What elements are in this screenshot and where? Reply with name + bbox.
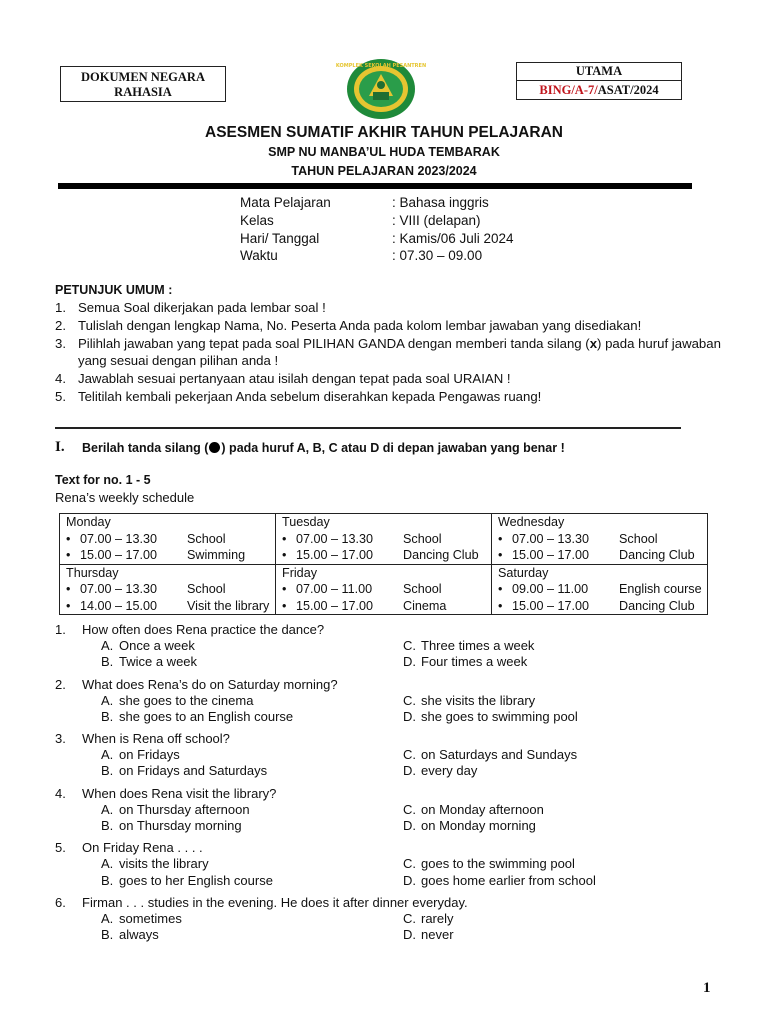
answer-option[interactable]: D. never (403, 927, 454, 943)
schedule-day: Wednesday (498, 515, 565, 529)
info-label-time: Waktu (240, 248, 278, 263)
schedule-time: 15.00 – 17.00 (296, 598, 374, 613)
bullet-icon: • (66, 531, 71, 546)
schedule-day: Thursday (66, 565, 119, 580)
bullet-icon: • (498, 548, 503, 562)
answer-option[interactable]: C. rarely (403, 910, 454, 926)
answer-option[interactable]: D. Four times a week (403, 654, 528, 670)
schedule-activity: School (403, 531, 442, 546)
schedule-cell (492, 514, 708, 565)
instruction-text: Telitilah kembali pekerjaan Anda sebelum diserahkan kepada Pengawas ruang! (78, 388, 542, 404)
exam-code-box (516, 62, 682, 100)
instruction-item (55, 370, 725, 388)
schedule-time: 15.00 – 17.00 (512, 548, 590, 562)
schedule-cell (60, 514, 276, 565)
text-reference: Text for no. 1 - 5 (55, 473, 151, 487)
bullet-icon: • (282, 548, 287, 562)
bullet-icon: • (66, 598, 71, 613)
answer-option[interactable]: A. sometimes (101, 910, 182, 926)
answer-option[interactable]: D. every day (403, 763, 478, 779)
academic-year: TAHUN PELAJARAN 2023/2024 (291, 164, 477, 178)
schedule-activity: School (403, 582, 442, 596)
question-text: Firman . . . studies in the evening. He does it after dinner everyday. (82, 894, 468, 910)
schedule-time: 07.00 – 13.30 (296, 531, 374, 546)
answer-option[interactable]: A. visits the library (101, 856, 209, 872)
exam-code-black: ASAT/2024 (597, 83, 659, 97)
answer-option[interactable]: C. Three times a week (403, 638, 535, 653)
question-number: 2. (55, 676, 66, 692)
schedule-day: Saturday (498, 565, 549, 580)
instruction-text: Tulislah dengan lengkap Nama, No. Peserta Anda pada kolom lembar jawaban yang disediakan! (78, 317, 642, 333)
school-logo (335, 58, 427, 120)
schedule-day: Monday (66, 515, 111, 529)
instruction-item (55, 299, 725, 317)
question-list (55, 622, 735, 950)
schedule-title: Rena’s weekly schedule (55, 490, 195, 505)
instruction-number: 1. (55, 300, 66, 315)
answer-option[interactable]: B. goes to her English course (101, 872, 273, 888)
question-number: 3. (55, 731, 66, 747)
schedule-time: 07.00 – 13.30 (80, 531, 158, 546)
bullet-icon: • (498, 531, 503, 546)
exam-code (517, 81, 681, 99)
question-number: 6. (55, 894, 66, 910)
schedule-activity: Dancing Club (619, 548, 695, 562)
info-value-date: : Kamis/06 Juli 2024 (392, 231, 514, 246)
answer-option[interactable]: B. always (101, 927, 159, 943)
question-item (55, 840, 735, 889)
schedule-time: 15.00 – 17.00 (512, 598, 590, 613)
document-classification-box (60, 66, 226, 102)
question-item (55, 895, 735, 944)
bullet-icon: • (498, 582, 503, 596)
schedule-time: 14.00 – 15.00 (80, 598, 158, 613)
answer-option[interactable]: B. on Thursday morning (101, 818, 242, 834)
section-divider (55, 427, 681, 429)
instruction-number: 5. (55, 388, 66, 404)
instruction-item (55, 317, 725, 335)
instruction-number: 4. (55, 371, 66, 387)
exam-title: ASESMEN SUMATIF AKHIR TAHUN PELAJARAN (205, 124, 563, 141)
general-instructions-list (55, 299, 725, 406)
classification-line-1: DOKUMEN NEGARA (81, 70, 205, 84)
instruction-text: Pilihlah jawaban yang tepat pada soal PILIHAN GANDA dengan memberi tanda silang (x) pada huruf jawaban yang sesuai dengan pilihan anda ! (78, 335, 721, 369)
answer-option[interactable]: A. Once a week (101, 638, 195, 653)
schedule-activity: School (187, 531, 226, 546)
answer-option[interactable]: B. on Fridays and Saturdays (101, 763, 268, 779)
answer-option[interactable]: C. goes to the swimming pool (403, 856, 575, 872)
logo-lettering: KOMPLEK SEKOLAH PESANTREN (335, 63, 427, 69)
question-text: What does Rena’s do on Saturday morning? (82, 676, 338, 692)
schedule-activity: Cinema (403, 598, 447, 613)
instruction-text: Semua Soal dikerjakan pada lembar soal ! (78, 300, 326, 315)
classification-line-2: RAHASIA (114, 85, 172, 99)
bullet-icon: • (66, 548, 71, 562)
info-label-date: Hari/ Tanggal (240, 231, 320, 246)
question-item (55, 677, 735, 726)
answer-option[interactable]: A. on Fridays (101, 747, 180, 763)
schedule-activity: School (619, 531, 658, 546)
exam-code-red: BING/A-7/ (539, 83, 598, 97)
page-number: 1 (703, 980, 711, 996)
question-item (55, 786, 735, 835)
schedule-activity: Dancing Club (619, 598, 695, 613)
question-number: 1. (55, 622, 66, 637)
question-text: How often does Rena practice the dance? (82, 622, 325, 637)
exam-type-label: UTAMA (517, 63, 681, 81)
bullet-icon: • (282, 531, 287, 546)
schedule-time: 07.00 – 11.00 (296, 582, 373, 596)
bullet-icon: • (282, 582, 287, 596)
section-instruction: Berilah tanda silang ( ) pada huruf A, B, C atau D di depan jawaban yang benar ! (82, 441, 565, 455)
schedule-activity: School (187, 582, 226, 596)
schedule-time: 15.00 – 17.00 (80, 548, 158, 562)
question-number: 4. (55, 785, 66, 801)
schedule-cell (276, 564, 492, 615)
question-item (55, 731, 735, 780)
schedule-time: 15.00 – 17.00 (296, 548, 374, 562)
question-item (55, 622, 735, 671)
section-number: I. (55, 439, 65, 455)
instruction-number: 3. (55, 335, 66, 351)
answer-option[interactable]: D. she goes to swimming pool (403, 708, 578, 724)
question-number: 5. (55, 840, 66, 856)
filled-circle-icon (209, 442, 220, 453)
instruction-item (55, 335, 725, 371)
schedule-activity: Visit the library (187, 598, 270, 613)
bullet-icon: • (498, 598, 503, 613)
answer-option[interactable]: C. on Monday afternoon (403, 801, 544, 817)
schedule-activity: Dancing Club (403, 548, 479, 562)
schedule-cell (60, 564, 276, 615)
answer-option[interactable]: C. she visits the library (403, 692, 536, 708)
info-value-class: : VIII (delapan) (392, 213, 481, 228)
info-value-time: : 07.30 – 09.00 (392, 248, 483, 263)
schedule-activity: Swimming (187, 548, 246, 562)
schedule-day: Friday (282, 565, 317, 580)
header-divider (58, 183, 692, 189)
schedule-cell (492, 564, 708, 615)
answer-option[interactable]: D. goes home earlier from school (403, 872, 596, 888)
answer-option[interactable]: A. she goes to the cinema (101, 692, 254, 708)
schedule-time: 07.00 – 13.30 (512, 531, 590, 546)
answer-option[interactable]: B. Twice a week (101, 654, 198, 670)
schedule-activity: English course (619, 582, 702, 596)
info-label-class: Kelas (240, 213, 274, 228)
schedule-time: 07.00 – 13.30 (80, 582, 158, 596)
question-text: When does Rena visit the library? (82, 785, 277, 801)
answer-option[interactable]: A. on Thursday afternoon (101, 801, 250, 817)
schedule-time: 09.00 – 11.00 (512, 582, 589, 596)
answer-option[interactable]: B. she goes to an English course (101, 708, 294, 724)
info-label-subject: Mata Pelajaran (240, 195, 331, 210)
school-name: SMP NU MANBA’UL HUDA TEMBARAK (268, 145, 500, 159)
instruction-item (55, 388, 725, 406)
bullet-icon: • (282, 598, 287, 613)
schedule-day: Tuesday (282, 515, 330, 529)
info-value-subject: : Bahasa inggris (392, 195, 489, 210)
general-instructions-heading: PETUNJUK UMUM : (55, 283, 173, 297)
question-text: On Friday Rena . . . . (82, 840, 203, 856)
instruction-number: 2. (55, 317, 66, 333)
schedule-cell (276, 514, 492, 565)
weekly-schedule-table (59, 513, 708, 615)
bullet-icon: • (66, 582, 71, 596)
instruction-text: Jawablah sesuai pertanyaan atau isilah dengan tepat pada soal URAIAN ! (78, 371, 511, 387)
answer-option[interactable]: D. on Monday morning (403, 818, 536, 834)
question-text: When is Rena off school? (82, 731, 230, 747)
answer-option[interactable]: C. on Saturdays and Sundays (403, 747, 578, 763)
